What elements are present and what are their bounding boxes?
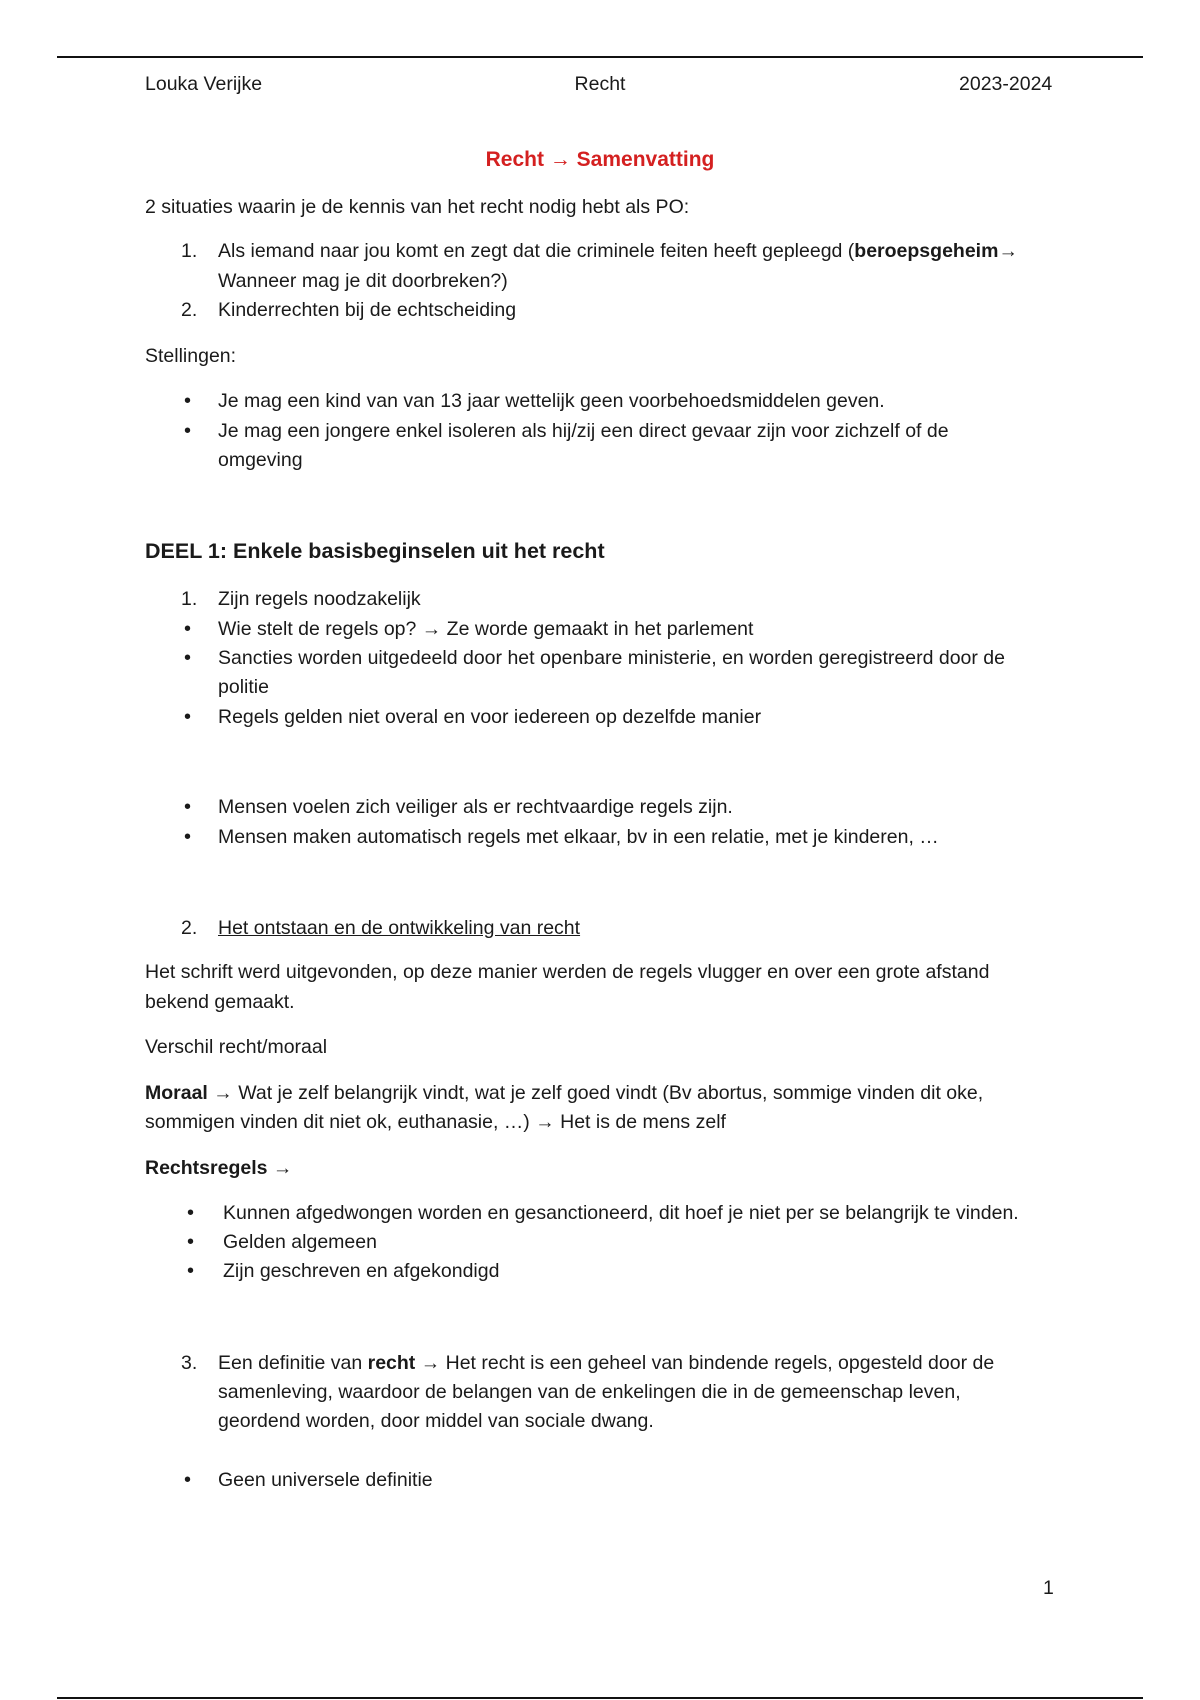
paragraph: Moraal → Wat je zelf belangrijk vindt, wat je zelf goed vindt (Bv abortus, sommige vinden dit oke, (145, 1082, 984, 1104)
paragraph: Verschil recht/moraal (145, 1036, 328, 1058)
paragraph-continuation: bekend gemaakt. (145, 991, 295, 1013)
section-heading: DEEL 1: Enkele basisbeginselen uit het recht (145, 539, 605, 563)
bullet-icon: • (184, 826, 192, 848)
list-item-continuation: geordend worden, door middel van sociale dwang. (218, 1410, 654, 1432)
subsection-title: Het ontstaan en de ontwikkeling van recht (218, 917, 581, 939)
bullet-icon: • (184, 390, 192, 412)
bullet-icon: • (184, 706, 192, 728)
header-subject: Recht (574, 73, 626, 95)
list-item: Sancties worden uitgedeeld door het openbare ministerie, en worden geregistreerd door de (218, 647, 1005, 669)
bullet-icon: • (184, 796, 192, 818)
list-item-continuation: politie (218, 676, 269, 698)
list-item: Kunnen afgedwongen worden en gesanctioneerd, dit hoef je niet per se belangrijk te vinden. (223, 1202, 1019, 1224)
list-number: 1. (181, 240, 198, 262)
list-item: Mensen voelen zich veiliger als er rechtvaardige regels zijn. (218, 796, 733, 818)
list-item: Je mag een jongere enkel isoleren als hij/zij een direct gevaar zijn voor zichzelf of de (218, 420, 949, 442)
list-number: 2. (181, 299, 198, 321)
list-item: Kinderrechten bij de echtscheiding (218, 299, 517, 321)
bullet-icon: • (187, 1231, 195, 1253)
intro-text: 2 situaties waarin je de kennis van het recht nodig hebt als PO: (145, 196, 690, 218)
header-author: Louka Verijke (145, 73, 263, 95)
list-number: 1. (181, 588, 198, 610)
list-item: Als iemand naar jou komt en zegt dat die criminele feiten heeft gepleegd (beroepsgeheim→ (218, 240, 1018, 262)
list-item: Je mag een kind van van 13 jaar wettelijk geen voorbehoedsmiddelen geven. (218, 390, 885, 412)
list-item: Een definitie van recht → Het recht is een geheel van bindende regels, opgesteld door de (218, 1352, 995, 1374)
list-item: Zijn geschreven en afgekondigd (223, 1260, 500, 1282)
bullet-icon: • (184, 420, 192, 442)
page-number: 1 (1043, 1577, 1054, 1599)
list-item-continuation: omgeving (218, 449, 303, 471)
header-year: 2023-2024 (959, 73, 1053, 95)
stellingen-label: Stellingen: (145, 345, 237, 367)
bullet-icon: • (184, 647, 192, 669)
rechtsregels-label: Rechtsregels → (145, 1157, 293, 1179)
list-item: Regels gelden niet overal en voor iedereen op dezelfde manier (218, 706, 762, 728)
list-item: Mensen maken automatisch regels met elkaar, bv in een relatie, met je kinderen, … (218, 826, 939, 848)
bullet-icon: • (187, 1260, 195, 1282)
list-item: Zijn regels noodzakelijk (218, 588, 421, 610)
page-title: Recht → Samenvatting (485, 148, 715, 171)
list-item: Geen universele definitie (218, 1469, 433, 1491)
list-item-continuation: samenleving, waardoor de belangen van de enkelingen die in de gemeenschap leven, (218, 1381, 961, 1403)
list-item: Wie stelt de regels op? → Ze worde gemaakt in het parlement (218, 618, 754, 640)
footer-rule (57, 1697, 1143, 1699)
bullet-icon: • (184, 1469, 192, 1491)
header-rule (57, 56, 1143, 58)
list-item: Gelden algemeen (223, 1231, 377, 1253)
list-item-continuation: Wanneer mag je dit doorbreken?) (218, 270, 508, 292)
bullet-icon: • (184, 618, 192, 640)
bullet-icon: • (187, 1202, 195, 1224)
paragraph-continuation: sommigen vinden dit niet ok, euthanasie, …) → Het is de mens zelf (145, 1111, 726, 1133)
list-number: 3. (181, 1352, 198, 1374)
list-number: 2. (181, 917, 198, 939)
paragraph: Het schrift werd uitgevonden, op deze manier werden de regels vlugger en over een grote afstand (145, 961, 990, 983)
